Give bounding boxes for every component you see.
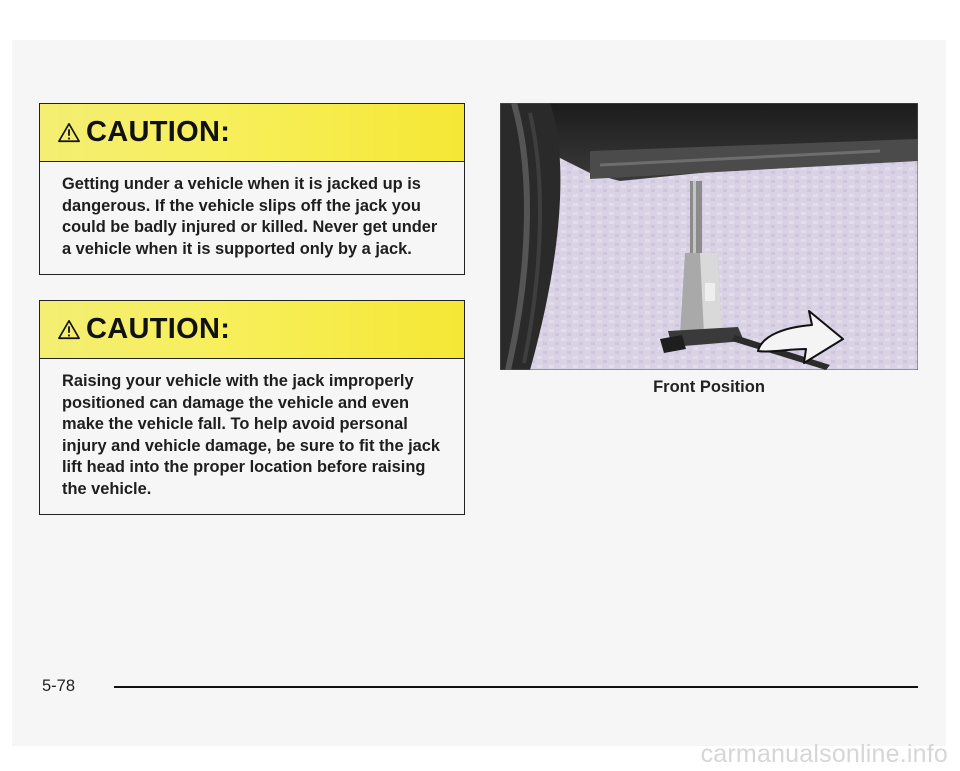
- caution-text: Getting under a vehicle when it is jacked up is dangerous. If the vehicle slips off the jack you could be badly injured or killed. Never get under a vehicle when it is supported only by a jack.: [62, 175, 438, 258]
- watermark: carmanualsonline.info: [700, 740, 948, 768]
- caution-text: Raising your vehicle with the jack improperly positioned can damage the vehicle and even make the vehicle fall. To help avoid personal injury and vehicle damage, be sure to fit the jack lift head into the proper location before raising the vehicle.: [62, 372, 441, 498]
- caution-box-getting-under: [39, 103, 465, 275]
- caution-box-raising-vehicle: [39, 300, 465, 515]
- caution-title: CAUTION:: [86, 313, 231, 345]
- figure-caption: Front Position: [653, 378, 765, 396]
- jack-illustration: [500, 103, 918, 370]
- caution-header: [40, 301, 464, 359]
- page-number: 5-78: [42, 677, 76, 695]
- caution-title: CAUTION:: [86, 116, 231, 148]
- warning-triangle-icon: [58, 122, 80, 144]
- caution-header: [40, 104, 464, 162]
- warning-triangle-icon: [58, 319, 80, 341]
- jack-front-position-photo: [500, 103, 918, 370]
- footer-rule: [114, 686, 918, 688]
